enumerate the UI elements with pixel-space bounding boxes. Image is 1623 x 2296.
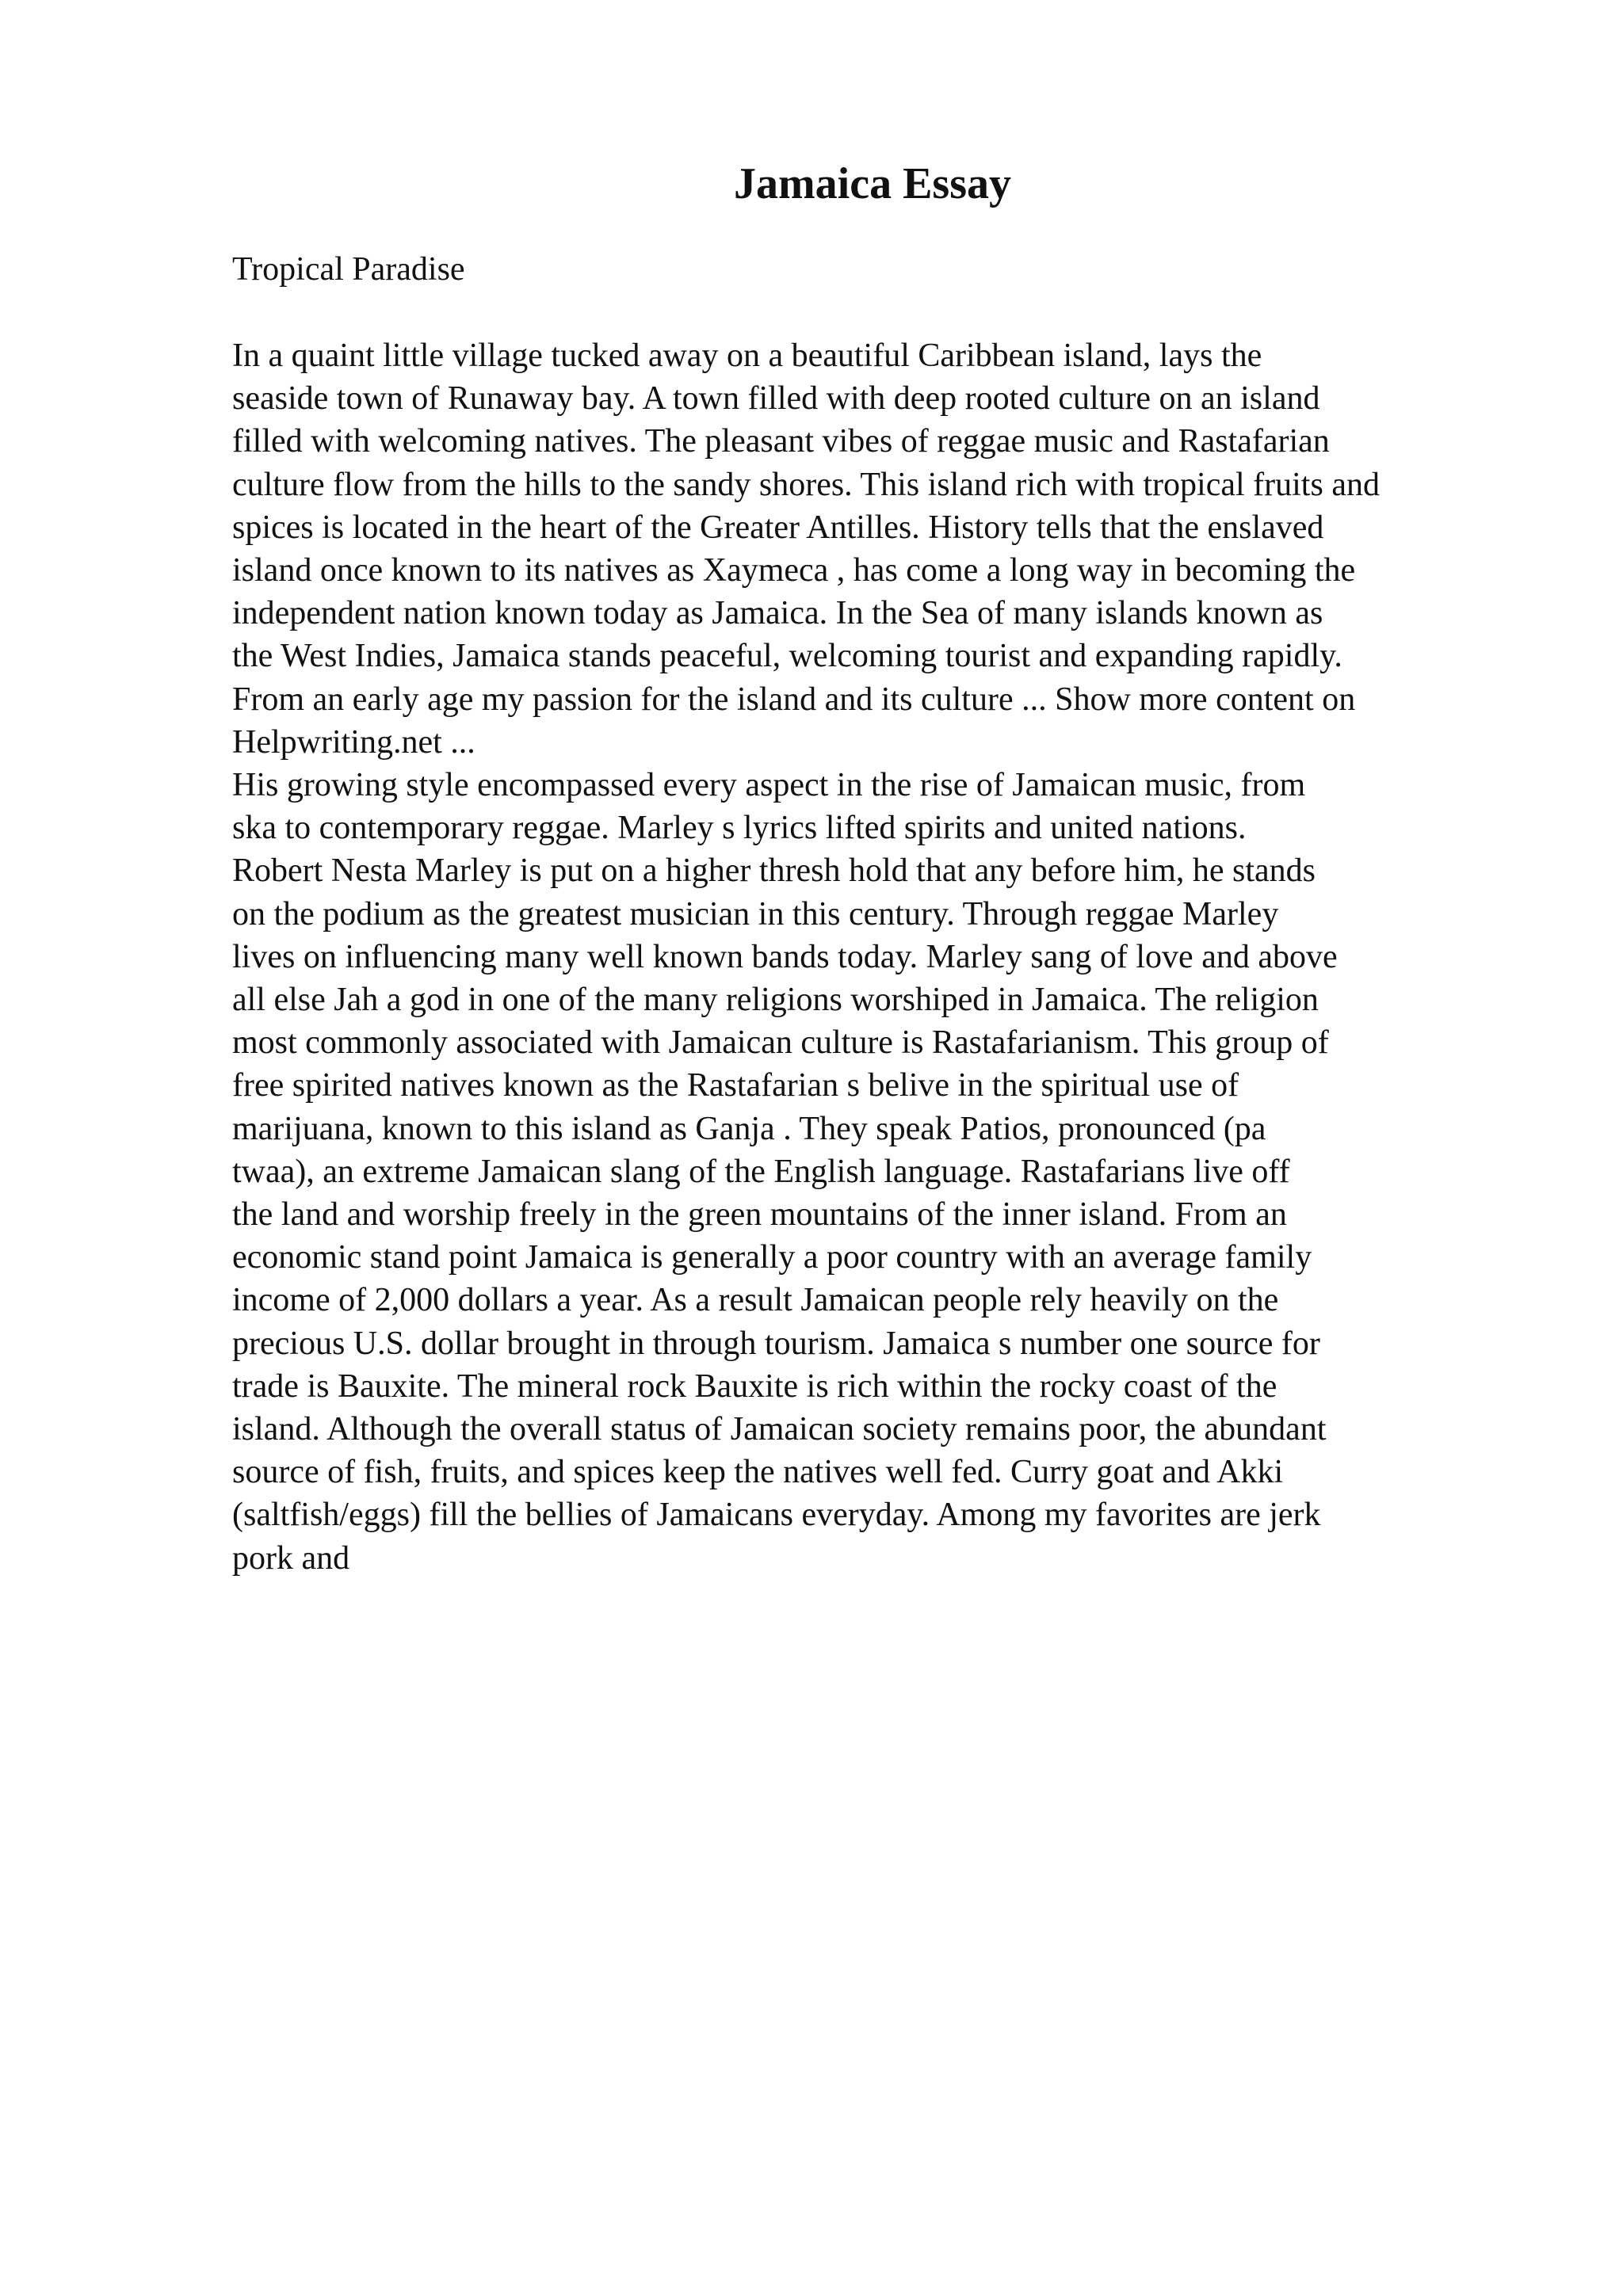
- body-line: free spirited natives known as the Rastafarian s belive in the spiritual use of: [232, 1067, 1239, 1104]
- body-line: income of 2,000 dollars a year. As a result Jamaican people rely heavily on the: [232, 1282, 1279, 1319]
- body-line: Helpwriting.net ...: [232, 723, 475, 761]
- body-line: all else Jah a god in one of the many religions worshiped in Jamaica. The religion: [232, 982, 1319, 1019]
- body-line: source of fish, fruits, and spices keep the natives well fed. Curry goat and Akki: [232, 1454, 1284, 1491]
- body-line: lives on influencing many well known bands today. Marley sang of love and above: [232, 938, 1338, 975]
- essay-subtitle: Tropical Paradise: [232, 251, 465, 288]
- essay-body: [232, 334, 1564, 1580]
- body-line: trade is Bauxite. The mineral rock Bauxite is rich within the rocky coast of the: [232, 1367, 1277, 1405]
- body-line: the land and worship freely in the green mountains of the inner island. From an: [232, 1196, 1287, 1234]
- body-line: twaa), an extreme Jamaican slang of the English language. Rastafarians live off: [232, 1153, 1290, 1190]
- body-line: culture flow from the hills to the sandy shores. This island rich with tropical fruits and: [232, 466, 1380, 503]
- body-line: spices is located in the heart of the Greater Antilles. History tells that the enslaved: [232, 509, 1324, 546]
- body-line: island once known to its natives as Xaymeca , has come a long way in becoming the: [232, 552, 1356, 589]
- body-line: economic stand point Jamaica is generally a poor country with an average family: [232, 1239, 1312, 1276]
- body-line: the West Indies, Jamaica stands peaceful, welcoming tourist and expanding rapidly.: [232, 638, 1342, 675]
- body-line: From an early age my passion for the island and its culture ... Show more content on: [232, 681, 1356, 718]
- body-line: In a quaint little village tucked away on a beautiful Caribbean island, lays the: [232, 338, 1262, 374]
- body-line: filled with welcoming natives. The pleasant vibes of reggae music and Rastafarian: [232, 423, 1330, 460]
- body-line: island. Although the overall status of Jamaican society remains poor, the abundant: [232, 1411, 1327, 1448]
- body-line: seaside town of Runaway bay. A town filled with deep rooted culture on an island: [232, 380, 1320, 418]
- body-line: (saltfish/eggs) fill the bellies of Jamaicans everyday. Among my favorites are jerk: [232, 1497, 1321, 1534]
- body-line: pork and: [232, 1539, 350, 1577]
- body-line: Robert Nesta Marley is put on a higher thresh hold that any before him, he stands: [232, 852, 1316, 890]
- body-line: on the podium as the greatest musician in this century. Through reggae Marley: [232, 895, 1279, 933]
- body-line: independent nation known today as Jamaica. In the Sea of many islands known as: [232, 595, 1323, 632]
- page-title: Jamaica Essay: [734, 159, 1011, 208]
- body-line: His growing style encompassed every aspect in the rise of Jamaican music, from: [232, 767, 1306, 804]
- body-line: ska to contemporary reggae. Marley s lyrics lifted spirits and united nations.: [232, 810, 1247, 847]
- body-line: marijuana, known to this island as Ganja . They speak Patios, pronounced (pa: [232, 1110, 1266, 1147]
- body-line: precious U.S. dollar brought in through tourism. Jamaica s number one source for: [232, 1325, 1320, 1362]
- body-line: most commonly associated with Jamaican culture is Rastafarianism. This group of: [232, 1024, 1329, 1062]
